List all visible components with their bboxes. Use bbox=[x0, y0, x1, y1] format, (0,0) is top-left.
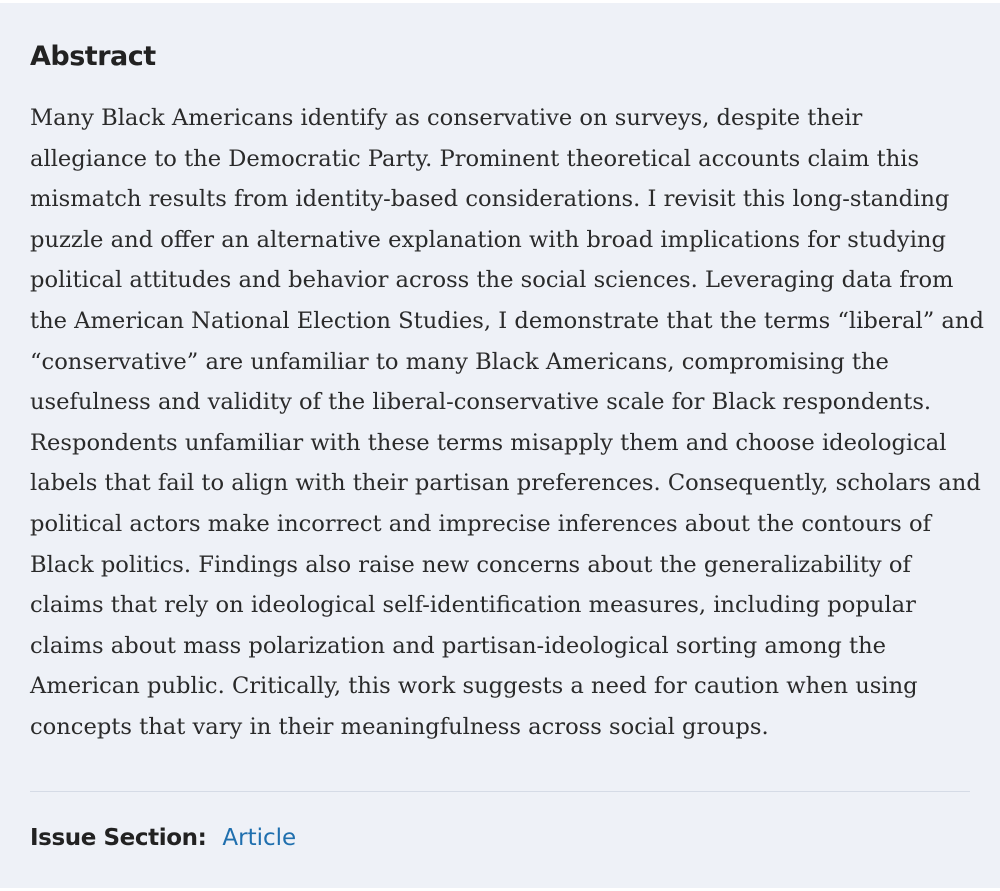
abstract-line: Black politics. Findings also raise new concerns about the generalizability of bbox=[30, 551, 911, 578]
abstract-heading: Abstract bbox=[30, 41, 156, 72]
abstract-line: usefulness and validity of the liberal-conservative scale for Black respondents. bbox=[30, 389, 932, 416]
abstract-line: puzzle and offer an alternative explanation with broad implications for studying bbox=[30, 226, 946, 253]
abstract-line: Respondents unfamiliar with these terms misapply them and choose ideological bbox=[30, 429, 947, 456]
abstract-body bbox=[30, 98, 984, 748]
abstract-line: “conservative” are unfamiliar to many Black Americans, compromising the bbox=[30, 348, 889, 375]
abstract-panel bbox=[0, 3, 1000, 888]
issue-section-label: Issue Section: bbox=[30, 825, 207, 851]
issue-section-link[interactable]: Article bbox=[222, 825, 297, 851]
abstract-line: Many Black Americans identify as conservative on surveys, despite their bbox=[30, 105, 863, 131]
abstract-line: American public. Critically, this work suggests a need for caution when using bbox=[30, 673, 918, 700]
abstract-line: political attitudes and behavior across the social sciences. Leveraging data from bbox=[30, 267, 954, 294]
abstract-line: labels that fail to align with their partisan preferences. Consequently, scholars and bbox=[30, 470, 981, 497]
divider bbox=[30, 791, 970, 792]
abstract-line: the American National Election Studies, I demonstrate that the terms “liberal” and bbox=[30, 307, 984, 334]
abstract-line: claims that rely on ideological self-identification measures, including popular bbox=[30, 592, 916, 619]
abstract-line: political actors make incorrect and imprecise inferences about the contours of bbox=[30, 510, 931, 537]
abstract-line: concepts that vary in their meaningfulness across social groups. bbox=[30, 713, 769, 740]
abstract-line: allegiance to the Democratic Party. Prominent theoretical accounts claim this bbox=[30, 145, 920, 172]
abstract-line: mismatch results from identity-based considerations. I revisit this long-standing bbox=[30, 186, 950, 213]
issue-section bbox=[30, 825, 296, 851]
abstract-line: claims about mass polarization and partisan-ideological sorting among the bbox=[30, 632, 887, 659]
